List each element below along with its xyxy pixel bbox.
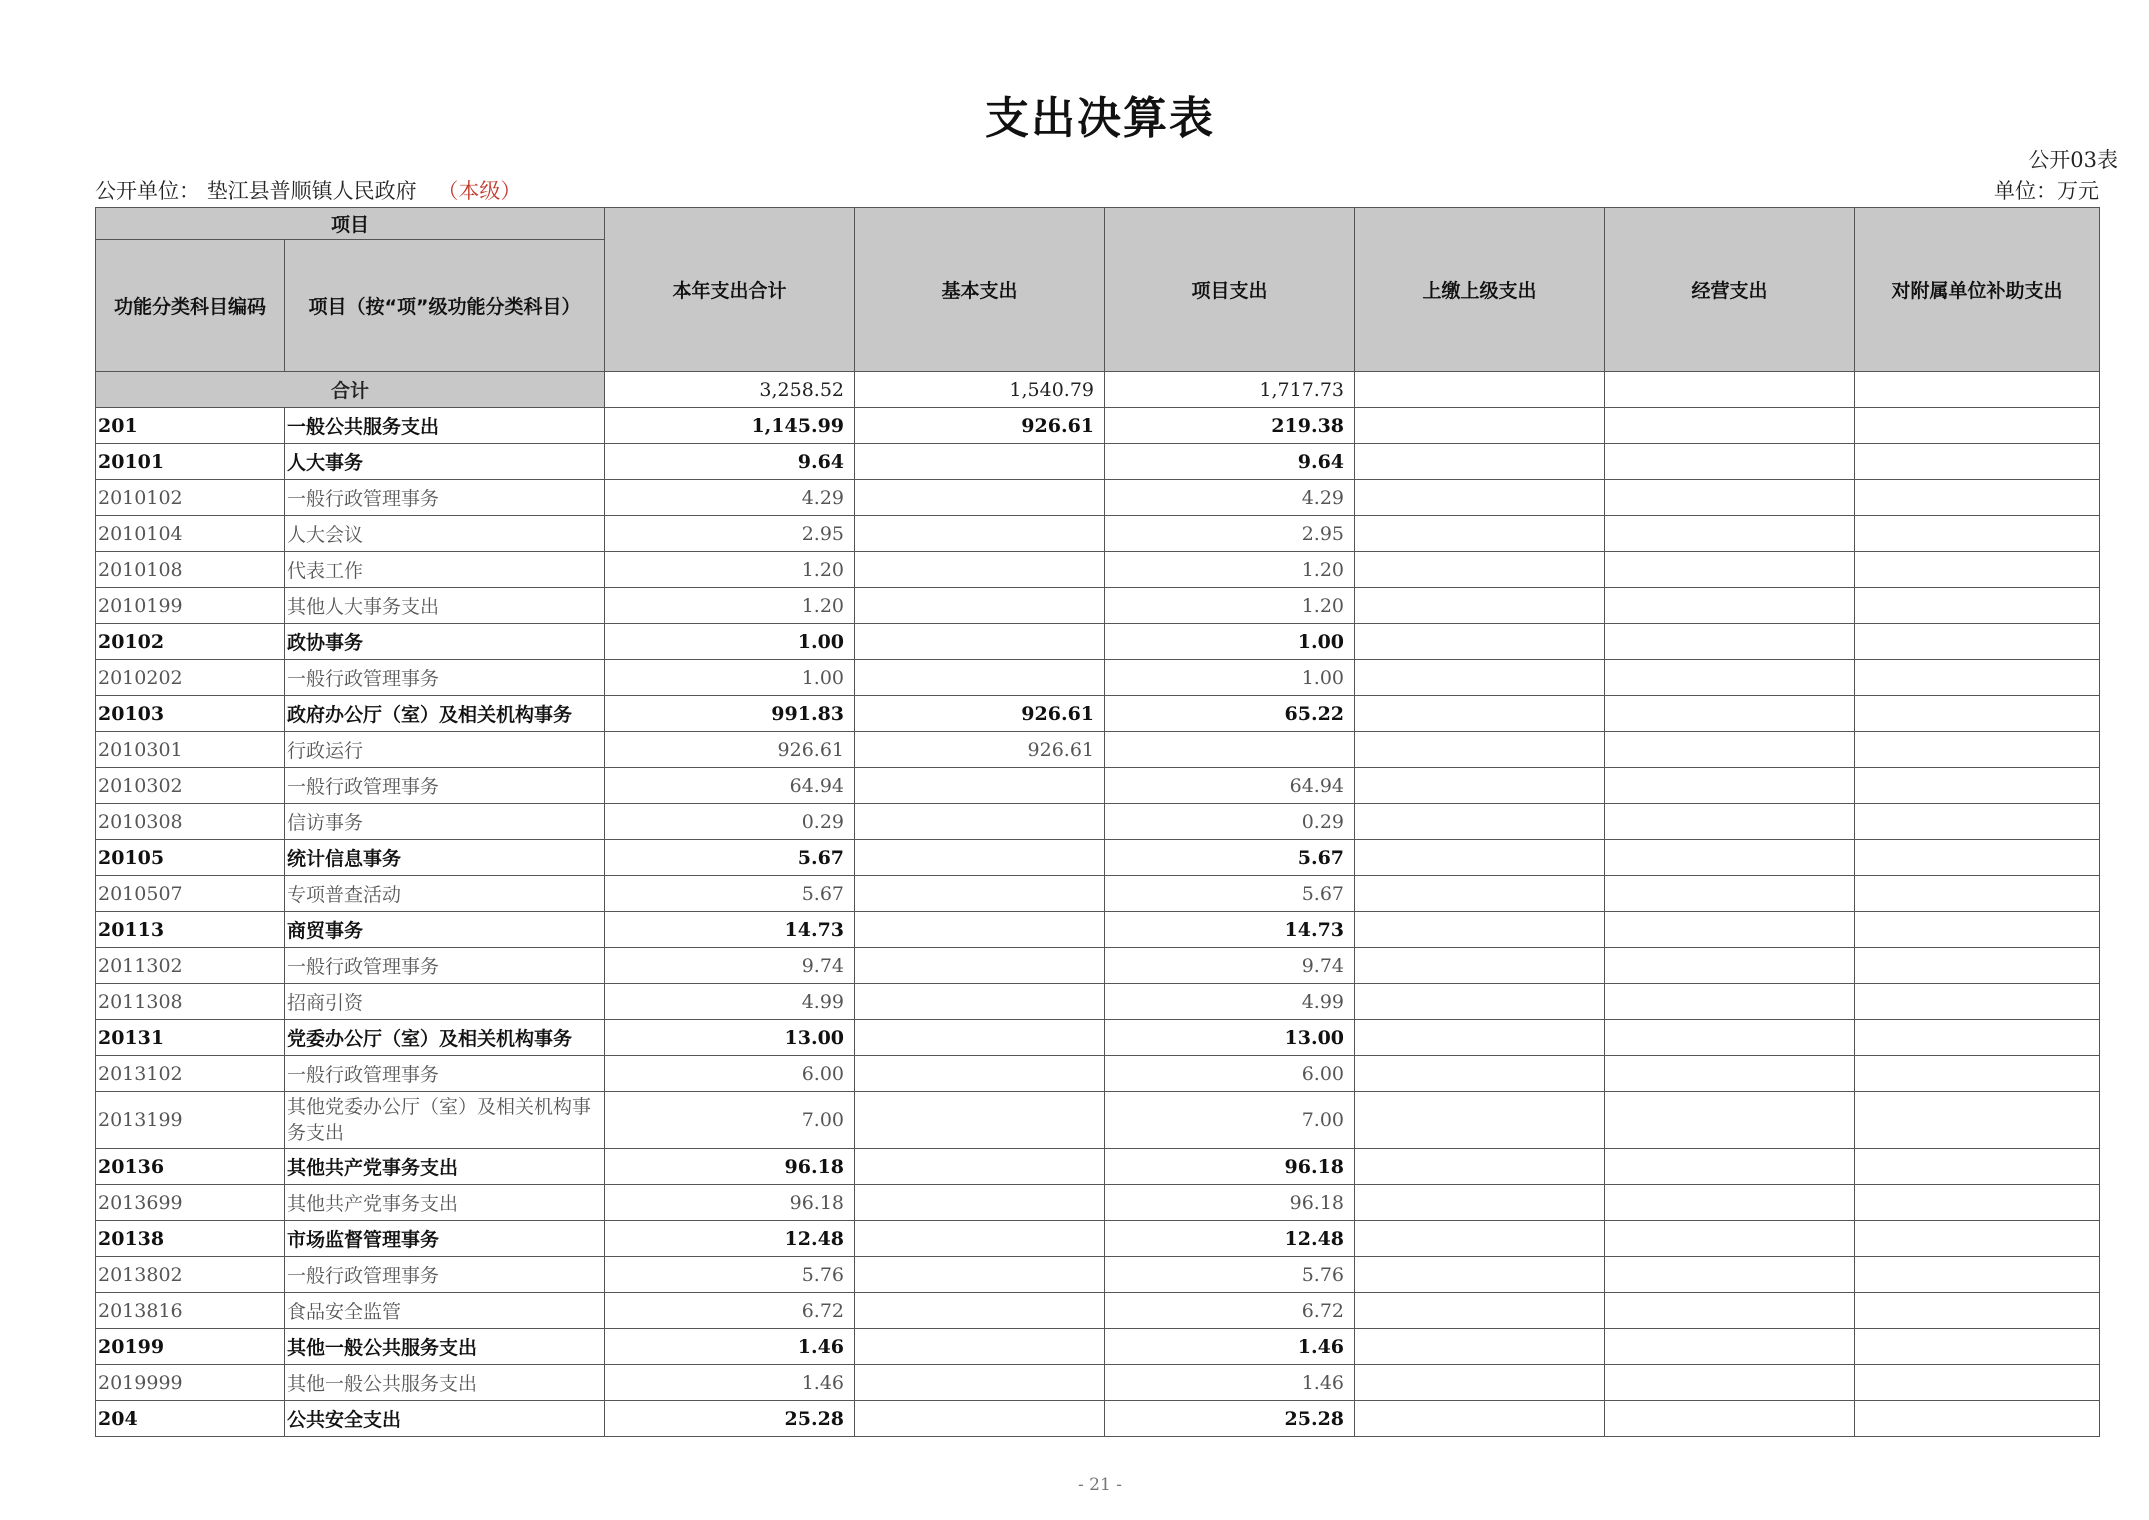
cell-code: 201 [96,408,285,444]
cell-subsidy [1855,1401,2100,1437]
cell-project: 96.18 [1105,1185,1355,1221]
cell-upper [1355,480,1605,516]
cell-upper [1355,1365,1605,1401]
cell-project: 1.46 [1105,1365,1355,1401]
cell-operating [1605,1020,1855,1056]
cell-total: 4.29 [605,480,855,516]
cell-upper [1355,1401,1605,1437]
cell-name: 一般行政管理事务 [285,1257,605,1293]
cell-operating [1605,516,1855,552]
total-cell-operating [1605,372,1855,408]
cell-basic [855,1149,1105,1185]
cell-operating [1605,1257,1855,1293]
cell-operating [1605,552,1855,588]
table-row [96,1185,2100,1221]
cell-total: 7.00 [605,1092,855,1149]
total-label: 合计 [96,372,605,408]
cell-code: 2010302 [96,768,285,804]
cell-code: 2010507 [96,876,285,912]
cell-subsidy [1855,624,2100,660]
cell-basic [855,1401,1105,1437]
cell-basic [855,768,1105,804]
cell-operating [1605,984,1855,1020]
cell-operating [1605,1149,1855,1185]
cell-total: 5.76 [605,1257,855,1293]
cell-name: 其他共产党事务支出 [285,1185,605,1221]
cell-subsidy [1855,408,2100,444]
cell-total: 1,145.99 [605,408,855,444]
table-row [96,1257,2100,1293]
cell-code: 2010301 [96,732,285,768]
cell-project: 6.72 [1105,1293,1355,1329]
cell-operating [1605,1329,1855,1365]
cell-subsidy [1855,696,2100,732]
cell-code: 2010199 [96,588,285,624]
cell-subsidy [1855,1293,2100,1329]
table-row [96,444,2100,480]
cell-total: 1.00 [605,660,855,696]
cell-upper [1355,588,1605,624]
cell-code: 20136 [96,1149,285,1185]
table-row [96,660,2100,696]
cell-code: 204 [96,1401,285,1437]
cell-name: 行政运行 [285,732,605,768]
page-number: - 21 - [1078,1475,1122,1495]
cell-subsidy [1855,444,2100,480]
cell-basic [855,660,1105,696]
cell-code: 2011302 [96,948,285,984]
cell-subsidy [1855,840,2100,876]
cell-basic [855,1257,1105,1293]
cell-total: 25.28 [605,1401,855,1437]
cell-total: 9.64 [605,444,855,480]
table-row [96,624,2100,660]
header-name: 项目（按“项”级功能分类科目） [285,240,605,372]
table-row [96,984,2100,1020]
cell-operating [1605,804,1855,840]
cell-total: 6.00 [605,1056,855,1092]
cell-basic [855,1185,1105,1221]
cell-operating [1605,480,1855,516]
cell-project: 1.20 [1105,552,1355,588]
header-operating: 经营支出 [1605,208,1855,372]
cell-basic [855,1092,1105,1149]
cell-project: 65.22 [1105,696,1355,732]
cell-operating [1605,840,1855,876]
cell-upper [1355,516,1605,552]
table-row [96,1401,2100,1437]
cell-basic: 926.61 [855,408,1105,444]
table-row [96,948,2100,984]
cell-operating [1605,444,1855,480]
unit-line [95,175,2099,205]
cell-upper [1355,768,1605,804]
cell-basic [855,804,1105,840]
cell-operating [1605,1185,1855,1221]
cell-project: 219.38 [1105,408,1355,444]
total-cell-upper [1355,372,1605,408]
cell-subsidy [1855,1329,2100,1365]
cell-upper [1355,948,1605,984]
table-row [96,840,2100,876]
cell-subsidy [1855,948,2100,984]
cell-name: 商贸事务 [285,912,605,948]
cell-basic [855,912,1105,948]
cell-project: 25.28 [1105,1401,1355,1437]
cell-name: 专项普查活动 [285,876,605,912]
cell-upper [1355,660,1605,696]
cell-total: 991.83 [605,696,855,732]
cell-code: 20102 [96,624,285,660]
cell-project: 96.18 [1105,1149,1355,1185]
cell-code: 20113 [96,912,285,948]
cell-upper [1355,1056,1605,1092]
cell-total: 64.94 [605,768,855,804]
cell-upper [1355,1020,1605,1056]
cell-total: 96.18 [605,1149,855,1185]
total-cell-subsidy [1855,372,2100,408]
cell-subsidy [1855,1257,2100,1293]
cell-upper [1355,912,1605,948]
table-row [96,876,2100,912]
table-row [96,732,2100,768]
cell-basic [855,1329,1105,1365]
cell-subsidy [1855,768,2100,804]
table-row [96,1149,2100,1185]
cell-project: 7.00 [1105,1092,1355,1149]
cell-upper [1355,840,1605,876]
cell-upper [1355,876,1605,912]
cell-upper [1355,1092,1605,1149]
cell-basic [855,840,1105,876]
cell-operating [1605,1401,1855,1437]
header-code: 功能分类科目编码 [96,240,285,372]
total-cell-total: 3,258.52 [605,372,855,408]
cell-subsidy [1855,876,2100,912]
cell-basic [855,948,1105,984]
cell-total: 926.61 [605,732,855,768]
table-row [96,1020,2100,1056]
cell-operating [1605,768,1855,804]
cell-total: 13.00 [605,1020,855,1056]
cell-basic [855,1020,1105,1056]
cell-subsidy [1855,1020,2100,1056]
cell-name: 政府办公厅（室）及相关机构事务 [285,696,605,732]
cell-operating [1605,588,1855,624]
cell-name: 其他共产党事务支出 [285,1149,605,1185]
cell-total: 6.72 [605,1293,855,1329]
cell-name: 招商引资 [285,984,605,1020]
cell-operating [1605,912,1855,948]
table-row [96,912,2100,948]
cell-basic [855,588,1105,624]
cell-basic: 926.61 [855,696,1105,732]
page-title: 支出决算表 [985,93,1215,144]
total-cell-project: 1,717.73 [1105,372,1355,408]
cell-project: 9.64 [1105,444,1355,480]
cell-project: 1.46 [1105,1329,1355,1365]
table-row [96,1329,2100,1365]
cell-subsidy [1855,660,2100,696]
cell-code: 2010202 [96,660,285,696]
cell-code: 20101 [96,444,285,480]
cell-name: 市场监督管理事务 [285,1221,605,1257]
cell-total: 12.48 [605,1221,855,1257]
cell-project: 14.73 [1105,912,1355,948]
header-upper: 上缴上级支出 [1355,208,1605,372]
cell-subsidy [1855,1365,2100,1401]
cell-upper [1355,1293,1605,1329]
table-row [96,408,2100,444]
cell-upper [1355,696,1605,732]
currency-unit: 单位：万元 [1994,179,2099,203]
table-row [96,768,2100,804]
cell-total: 4.99 [605,984,855,1020]
table-row [96,516,2100,552]
table-row [96,1365,2100,1401]
cell-operating [1605,1365,1855,1401]
cell-total: 2.95 [605,516,855,552]
cell-total: 0.29 [605,804,855,840]
cell-subsidy [1855,1149,2100,1185]
cell-operating [1605,1221,1855,1257]
cell-project: 13.00 [1105,1020,1355,1056]
cell-name: 人大事务 [285,444,605,480]
table-row [96,696,2100,732]
cell-total: 1.46 [605,1329,855,1365]
unit-label: 公开单位： [95,179,200,203]
cell-name: 政协事务 [285,624,605,660]
table-row [96,588,2100,624]
cell-operating [1605,624,1855,660]
cell-name: 其他一般公共服务支出 [285,1365,605,1401]
table-row [96,1056,2100,1092]
cell-code: 20103 [96,696,285,732]
cell-operating [1605,876,1855,912]
cell-name: 一般公共服务支出 [285,408,605,444]
cell-basic [855,480,1105,516]
cell-operating [1605,696,1855,732]
header-subsidy: 对附属单位补助支出 [1855,208,2100,372]
cell-subsidy [1855,912,2100,948]
total-cell-basic: 1,540.79 [855,372,1105,408]
cell-code: 2013102 [96,1056,285,1092]
cell-name: 食品安全监管 [285,1293,605,1329]
cell-basic [855,984,1105,1020]
cell-operating [1605,408,1855,444]
cell-operating [1605,1092,1855,1149]
cell-code: 20131 [96,1020,285,1056]
cell-upper [1355,732,1605,768]
cell-operating [1605,660,1855,696]
cell-upper [1355,408,1605,444]
cell-code: 2013199 [96,1092,285,1149]
cell-project: 5.67 [1105,876,1355,912]
cell-operating [1605,1056,1855,1092]
cell-upper [1355,804,1605,840]
cell-total: 1.20 [605,588,855,624]
header-item-group: 项目 [96,208,605,240]
cell-project: 1.00 [1105,660,1355,696]
cell-basic [855,1221,1105,1257]
publishing-unit [95,175,521,205]
header-total: 本年支出合计 [605,208,855,372]
cell-basic [855,876,1105,912]
cell-subsidy [1855,984,2100,1020]
cell-code: 2013802 [96,1257,285,1293]
cell-code: 2011308 [96,984,285,1020]
cell-total: 14.73 [605,912,855,948]
cell-subsidy [1855,1221,2100,1257]
cell-total: 9.74 [605,948,855,984]
cell-name: 其他一般公共服务支出 [285,1329,605,1365]
cell-basic [855,444,1105,480]
cell-operating [1605,1293,1855,1329]
cell-upper [1355,1329,1605,1365]
cell-project: 6.00 [1105,1056,1355,1092]
cell-code: 2013699 [96,1185,285,1221]
cell-project: 64.94 [1105,768,1355,804]
cell-code: 2013816 [96,1293,285,1329]
cell-name: 其他党委办公厅（室）及相关机构事务支出 [285,1092,605,1149]
cell-operating [1605,948,1855,984]
cell-operating [1605,732,1855,768]
cell-basic: 926.61 [855,732,1105,768]
cell-total: 1.20 [605,552,855,588]
cell-name: 统计信息事务 [285,840,605,876]
cell-subsidy [1855,1092,2100,1149]
cell-subsidy [1855,732,2100,768]
cell-project: 12.48 [1105,1221,1355,1257]
header-basic: 基本支出 [855,208,1105,372]
cell-upper [1355,444,1605,480]
cell-subsidy [1855,804,2100,840]
cell-code: 2010108 [96,552,285,588]
table-row [96,1221,2100,1257]
cell-total: 5.67 [605,840,855,876]
cell-basic [855,516,1105,552]
table-row [96,480,2100,516]
cell-upper [1355,984,1605,1020]
cell-upper [1355,1185,1605,1221]
cell-name: 一般行政管理事务 [285,768,605,804]
cell-subsidy [1855,1185,2100,1221]
cell-code: 20105 [96,840,285,876]
cell-code: 20138 [96,1221,285,1257]
cell-subsidy [1855,552,2100,588]
cell-code: 2010104 [96,516,285,552]
cell-upper [1355,552,1605,588]
cell-basic [855,1056,1105,1092]
cell-basic [855,624,1105,660]
form-number: 公开03表 [2028,148,2118,172]
cell-project: 1.20 [1105,588,1355,624]
cell-basic [855,552,1105,588]
cell-project: 5.67 [1105,840,1355,876]
cell-total: 1.46 [605,1365,855,1401]
cell-project: 0.29 [1105,804,1355,840]
cell-total: 1.00 [605,624,855,660]
cell-code: 20199 [96,1329,285,1365]
cell-upper [1355,1257,1605,1293]
table-row [96,552,2100,588]
cell-code: 2010308 [96,804,285,840]
cell-name: 一般行政管理事务 [285,480,605,516]
cell-name: 代表工作 [285,552,605,588]
cell-basic [855,1365,1105,1401]
cell-project: 4.29 [1105,480,1355,516]
cell-subsidy [1855,480,2100,516]
cell-subsidy [1855,516,2100,552]
table-row [96,804,2100,840]
table-row [96,1293,2100,1329]
cell-project: 9.74 [1105,948,1355,984]
cell-name: 信访事务 [285,804,605,840]
total-row [96,372,2100,408]
cell-project [1105,732,1355,768]
table-row [96,1092,2100,1149]
cell-total: 96.18 [605,1185,855,1221]
cell-code: 2019999 [96,1365,285,1401]
cell-upper [1355,1221,1605,1257]
cell-code: 2010102 [96,480,285,516]
cell-project: 4.99 [1105,984,1355,1020]
cell-upper [1355,1149,1605,1185]
cell-name: 一般行政管理事务 [285,948,605,984]
org-name: 垫江县普顺镇人民政府 [206,179,417,203]
cell-name: 人大会议 [285,516,605,552]
cell-subsidy [1855,588,2100,624]
cell-name: 公共安全支出 [285,1401,605,1437]
cell-project: 1.00 [1105,624,1355,660]
cell-subsidy [1855,1056,2100,1092]
header-project: 项目支出 [1105,208,1355,372]
org-suffix: （本级） [437,179,522,203]
cell-name: 一般行政管理事务 [285,1056,605,1092]
cell-name: 党委办公厅（室）及相关机构事务 [285,1020,605,1056]
cell-project: 5.76 [1105,1257,1355,1293]
cell-upper [1355,624,1605,660]
cell-total: 5.67 [605,876,855,912]
cell-name: 一般行政管理事务 [285,660,605,696]
cell-name: 其他人大事务支出 [285,588,605,624]
cell-basic [855,1293,1105,1329]
expenditure-table [95,207,2100,1437]
cell-project: 2.95 [1105,516,1355,552]
